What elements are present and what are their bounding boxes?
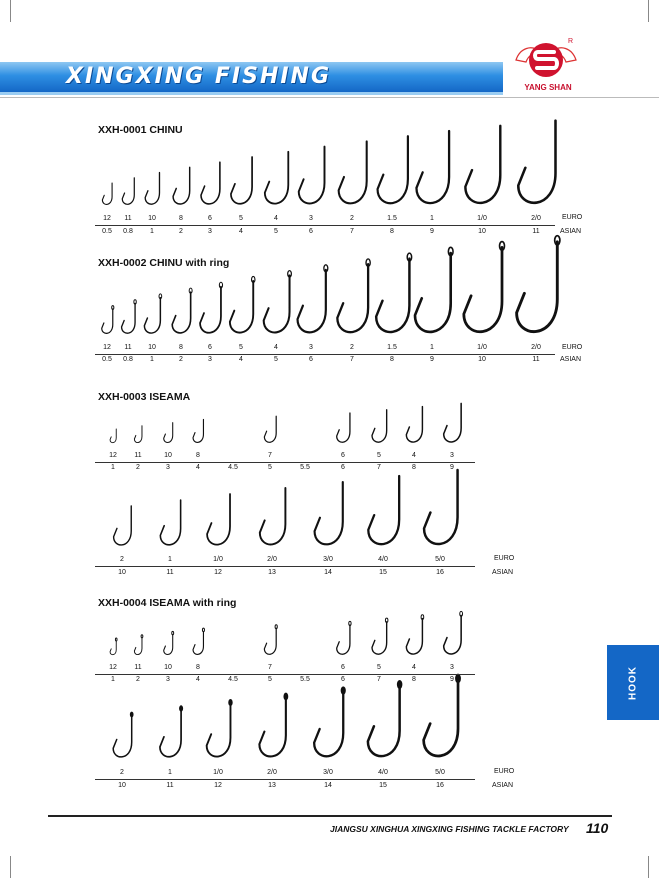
size-label: 12 xyxy=(214,569,222,576)
hook-shape xyxy=(416,131,449,203)
hook-shape xyxy=(230,281,253,333)
size-label: 2 xyxy=(120,556,124,563)
hook-shape xyxy=(368,686,400,756)
size-label: 10 xyxy=(118,782,126,789)
size-label: 1 xyxy=(150,228,154,235)
hook-shape xyxy=(337,625,350,654)
hook-shape xyxy=(260,488,286,544)
hook-shape xyxy=(164,635,173,655)
size-label: 9 xyxy=(450,464,454,471)
hook-shape xyxy=(406,619,422,654)
hook-shape xyxy=(337,264,368,332)
size-label: 2 xyxy=(350,215,354,222)
hook-shape xyxy=(113,716,132,757)
euro-unit-label: EURO xyxy=(494,555,515,562)
size-label: 1/0 xyxy=(213,769,223,776)
asian-size-row xyxy=(0,569,659,579)
hook-shape xyxy=(134,426,142,443)
size-label: 3/0 xyxy=(323,769,333,776)
hook-eye xyxy=(141,635,143,638)
size-label: 0.5 xyxy=(102,356,112,363)
hook-shape xyxy=(164,423,173,443)
euro-size-row xyxy=(0,769,659,779)
size-label: 4 xyxy=(196,464,200,471)
size-label: 5 xyxy=(268,676,272,683)
logo-caption: YANG SHAN xyxy=(524,83,572,92)
section-title-xxh-0001: XXH-0001 CHINU xyxy=(98,124,183,136)
size-label: 1 xyxy=(430,344,434,351)
hook-shape xyxy=(114,506,132,545)
hook-shape xyxy=(160,500,180,545)
size-label: 4 xyxy=(412,664,416,671)
size-label: 6 xyxy=(309,356,313,363)
size-label: 1.5 xyxy=(387,215,397,222)
size-label: 2/0 xyxy=(267,769,277,776)
size-label: 9 xyxy=(430,228,434,235)
euro-size-row xyxy=(0,556,659,566)
size-label: 8 xyxy=(196,452,200,459)
hook-shape xyxy=(517,242,558,332)
hook-shape xyxy=(264,628,276,654)
size-label: 3 xyxy=(166,464,170,471)
hook-shape xyxy=(372,410,387,442)
hook-shape xyxy=(102,183,112,204)
size-label: 2 xyxy=(136,676,140,683)
hook-shape xyxy=(315,482,343,544)
size-label: 4.5 xyxy=(228,464,238,471)
asian-unit-label: ASIAN xyxy=(492,569,514,576)
size-label: 3/0 xyxy=(323,556,333,563)
size-label: 8 xyxy=(179,215,183,222)
hook-shape xyxy=(110,429,116,443)
size-label: 7 xyxy=(350,356,354,363)
size-label: 6 xyxy=(341,664,345,671)
size-label: 3 xyxy=(208,356,212,363)
size-label: 1/0 xyxy=(477,344,487,351)
size-label: 12 xyxy=(214,782,222,789)
size-label: 11 xyxy=(532,228,540,235)
section-title-xxh-0002: XXH-0002 CHINU with ring xyxy=(98,257,230,269)
hook-shape xyxy=(145,173,159,205)
hook-shape xyxy=(102,309,113,333)
hook-shape xyxy=(259,698,285,756)
section-title-xxh-0004: XXH-0004 ISEAMA with ring xyxy=(98,597,237,609)
size-label: 4/0 xyxy=(378,769,388,776)
hook-shape xyxy=(207,704,231,757)
hook-shape xyxy=(424,680,458,756)
hook-shape xyxy=(172,292,190,333)
hook-shape xyxy=(144,298,160,333)
size-label: 4 xyxy=(412,452,416,459)
asian-unit-label: ASIAN xyxy=(560,228,582,235)
size-label: 11 xyxy=(124,215,132,222)
hook-shape xyxy=(372,622,387,654)
size-label: 12 xyxy=(103,215,111,222)
size-label: 2/0 xyxy=(531,344,541,351)
hook-shape xyxy=(264,275,290,332)
hook-eye xyxy=(341,687,345,694)
euro-unit-label: EURO xyxy=(562,344,583,351)
footer-company: JIANGSU XINGHUA XINGXING FISHING TACKLE FACTORY xyxy=(330,824,569,834)
footer-divider xyxy=(48,815,612,817)
asian-size-row xyxy=(0,464,659,474)
asian-unit-label: ASIAN xyxy=(560,356,582,363)
registered-mark: R xyxy=(568,38,574,45)
size-label: 10 xyxy=(148,344,156,351)
size-label: 5 xyxy=(274,356,278,363)
size-label: 2/0 xyxy=(531,215,541,222)
euro-size-row xyxy=(0,215,659,225)
scale-divider xyxy=(95,225,555,226)
size-label: 4.5 xyxy=(228,676,238,683)
size-label: 5 xyxy=(239,344,243,351)
size-label: 7 xyxy=(377,676,381,683)
size-label: 6 xyxy=(341,452,345,459)
size-label: 3 xyxy=(450,452,454,459)
hook-shape xyxy=(265,152,288,204)
size-label: 2/0 xyxy=(267,556,277,563)
size-label: 4 xyxy=(239,356,243,363)
hook-shape xyxy=(314,692,343,756)
page-number: 110 xyxy=(586,820,609,836)
hook-shape xyxy=(298,270,326,333)
hook-shape xyxy=(110,641,116,655)
scale-divider xyxy=(95,462,475,463)
scale-divider xyxy=(95,674,475,675)
size-label: 10 xyxy=(148,215,156,222)
hook-shape xyxy=(134,638,142,655)
size-label: 5 xyxy=(239,215,243,222)
hook-shape xyxy=(122,303,135,333)
size-label: 5 xyxy=(274,228,278,235)
size-label: 11 xyxy=(124,344,132,351)
asian-size-row xyxy=(0,676,659,686)
size-label: 14 xyxy=(324,569,332,576)
size-label: 2 xyxy=(120,769,124,776)
size-label: 15 xyxy=(379,782,387,789)
size-label: 8 xyxy=(390,356,394,363)
size-label: 6 xyxy=(309,228,313,235)
size-label: 16 xyxy=(436,569,444,576)
hook-shape xyxy=(415,253,451,332)
asian-unit-label: ASIAN xyxy=(492,782,514,789)
size-label: 8 xyxy=(390,228,394,235)
size-label: 5/0 xyxy=(435,769,445,776)
size-label: 6 xyxy=(341,464,345,471)
hook-shape xyxy=(424,470,458,544)
size-label: 4 xyxy=(274,215,278,222)
size-label: 2 xyxy=(350,344,354,351)
hook-shape xyxy=(464,247,502,331)
size-label: 2 xyxy=(179,228,183,235)
size-label: 14 xyxy=(324,782,332,789)
size-label: 0.5 xyxy=(102,228,112,235)
scale-divider xyxy=(95,566,475,567)
hook-shape xyxy=(231,157,252,204)
size-label: 7 xyxy=(377,464,381,471)
brand-title: XINGXING FISHING xyxy=(66,64,332,89)
size-label: 3 xyxy=(309,344,313,351)
hook-shape xyxy=(518,121,555,203)
size-label: 13 xyxy=(268,782,276,789)
size-label: 8 xyxy=(196,664,200,671)
size-label: 3 xyxy=(309,215,313,222)
size-label: 1 xyxy=(168,556,172,563)
euro-size-row xyxy=(0,664,659,674)
size-label: 1/0 xyxy=(213,556,223,563)
hook-shape xyxy=(368,476,399,544)
size-label: 7 xyxy=(268,452,272,459)
size-label: 11 xyxy=(532,356,540,363)
hook-shape xyxy=(160,710,181,757)
size-label: 10 xyxy=(164,452,172,459)
hook-shape xyxy=(173,167,190,204)
size-label: 4/0 xyxy=(378,556,388,563)
hook-shape xyxy=(444,615,461,654)
hook-shape xyxy=(337,413,350,442)
size-label: 7 xyxy=(350,228,354,235)
hook-shape xyxy=(264,416,276,442)
size-label: 16 xyxy=(436,782,444,789)
size-label: 6 xyxy=(341,676,345,683)
hook-shape xyxy=(378,136,408,203)
hook-eye xyxy=(180,706,183,711)
size-label: 1 xyxy=(430,215,434,222)
size-label: 10 xyxy=(478,356,486,363)
size-label: 2 xyxy=(136,464,140,471)
scale-divider xyxy=(95,779,475,780)
size-label: 3 xyxy=(208,228,212,235)
size-label: 5 xyxy=(377,452,381,459)
hook-shape xyxy=(299,147,325,204)
size-label: 13 xyxy=(268,569,276,576)
euro-size-row xyxy=(0,452,659,462)
hook-shape xyxy=(201,162,220,204)
size-label: 3 xyxy=(166,676,170,683)
size-label: 0.8 xyxy=(123,228,133,235)
size-label: 5.5 xyxy=(300,464,310,471)
euro-size-row xyxy=(0,344,659,354)
size-label: 6 xyxy=(208,344,212,351)
size-label: 1.5 xyxy=(387,344,397,351)
size-label: 1 xyxy=(111,464,115,471)
size-label: 1 xyxy=(150,356,154,363)
size-label: 11 xyxy=(134,664,142,671)
size-label: 12 xyxy=(103,344,111,351)
hook-shape xyxy=(207,494,230,545)
size-label: 4 xyxy=(196,676,200,683)
hook-shape xyxy=(193,419,203,442)
size-label: 8 xyxy=(412,676,416,683)
size-label: 15 xyxy=(379,569,387,576)
side-tab-label: HOOK xyxy=(627,665,639,700)
hook-shape xyxy=(465,126,500,203)
size-label: 9 xyxy=(450,676,454,683)
hook-shape xyxy=(376,259,409,332)
section-title-xxh-0003: XXH-0003 ISEAMA xyxy=(98,391,191,403)
hook-eye xyxy=(229,699,232,705)
hook-shape xyxy=(406,407,422,442)
scale-divider xyxy=(95,354,555,355)
size-label: 3 xyxy=(450,664,454,671)
size-label: 5.5 xyxy=(300,676,310,683)
hook-shape xyxy=(193,631,203,654)
size-label: 10 xyxy=(478,228,486,235)
asian-size-row xyxy=(0,782,659,792)
size-label: 5 xyxy=(377,664,381,671)
hook-eye xyxy=(130,712,133,717)
size-label: 8 xyxy=(412,464,416,471)
size-label: 9 xyxy=(430,356,434,363)
size-label: 4 xyxy=(239,228,243,235)
size-label: 5/0 xyxy=(435,556,445,563)
hook-shape xyxy=(122,178,134,204)
size-label: 11 xyxy=(134,452,142,459)
size-label: 7 xyxy=(268,664,272,671)
hook-eye xyxy=(284,693,288,700)
size-label: 10 xyxy=(118,569,126,576)
size-label: 1 xyxy=(111,676,115,683)
size-label: 1/0 xyxy=(477,215,487,222)
size-label: 4 xyxy=(274,344,278,351)
size-label: 11 xyxy=(166,782,174,789)
size-label: 12 xyxy=(109,452,117,459)
hook-shape xyxy=(444,403,461,442)
size-label: 8 xyxy=(179,344,183,351)
hook-eye xyxy=(115,638,117,641)
size-label: 5 xyxy=(268,464,272,471)
euro-unit-label: EURO xyxy=(562,214,583,221)
size-label: 6 xyxy=(208,215,212,222)
hook-shape xyxy=(200,287,221,333)
size-label: 1 xyxy=(168,769,172,776)
size-label: 12 xyxy=(109,664,117,671)
euro-unit-label: EURO xyxy=(494,768,515,775)
size-label: 10 xyxy=(164,664,172,671)
hook-shape xyxy=(339,141,367,203)
size-label: 0.8 xyxy=(123,356,133,363)
size-label: 2 xyxy=(179,356,183,363)
size-label: 11 xyxy=(166,569,174,576)
